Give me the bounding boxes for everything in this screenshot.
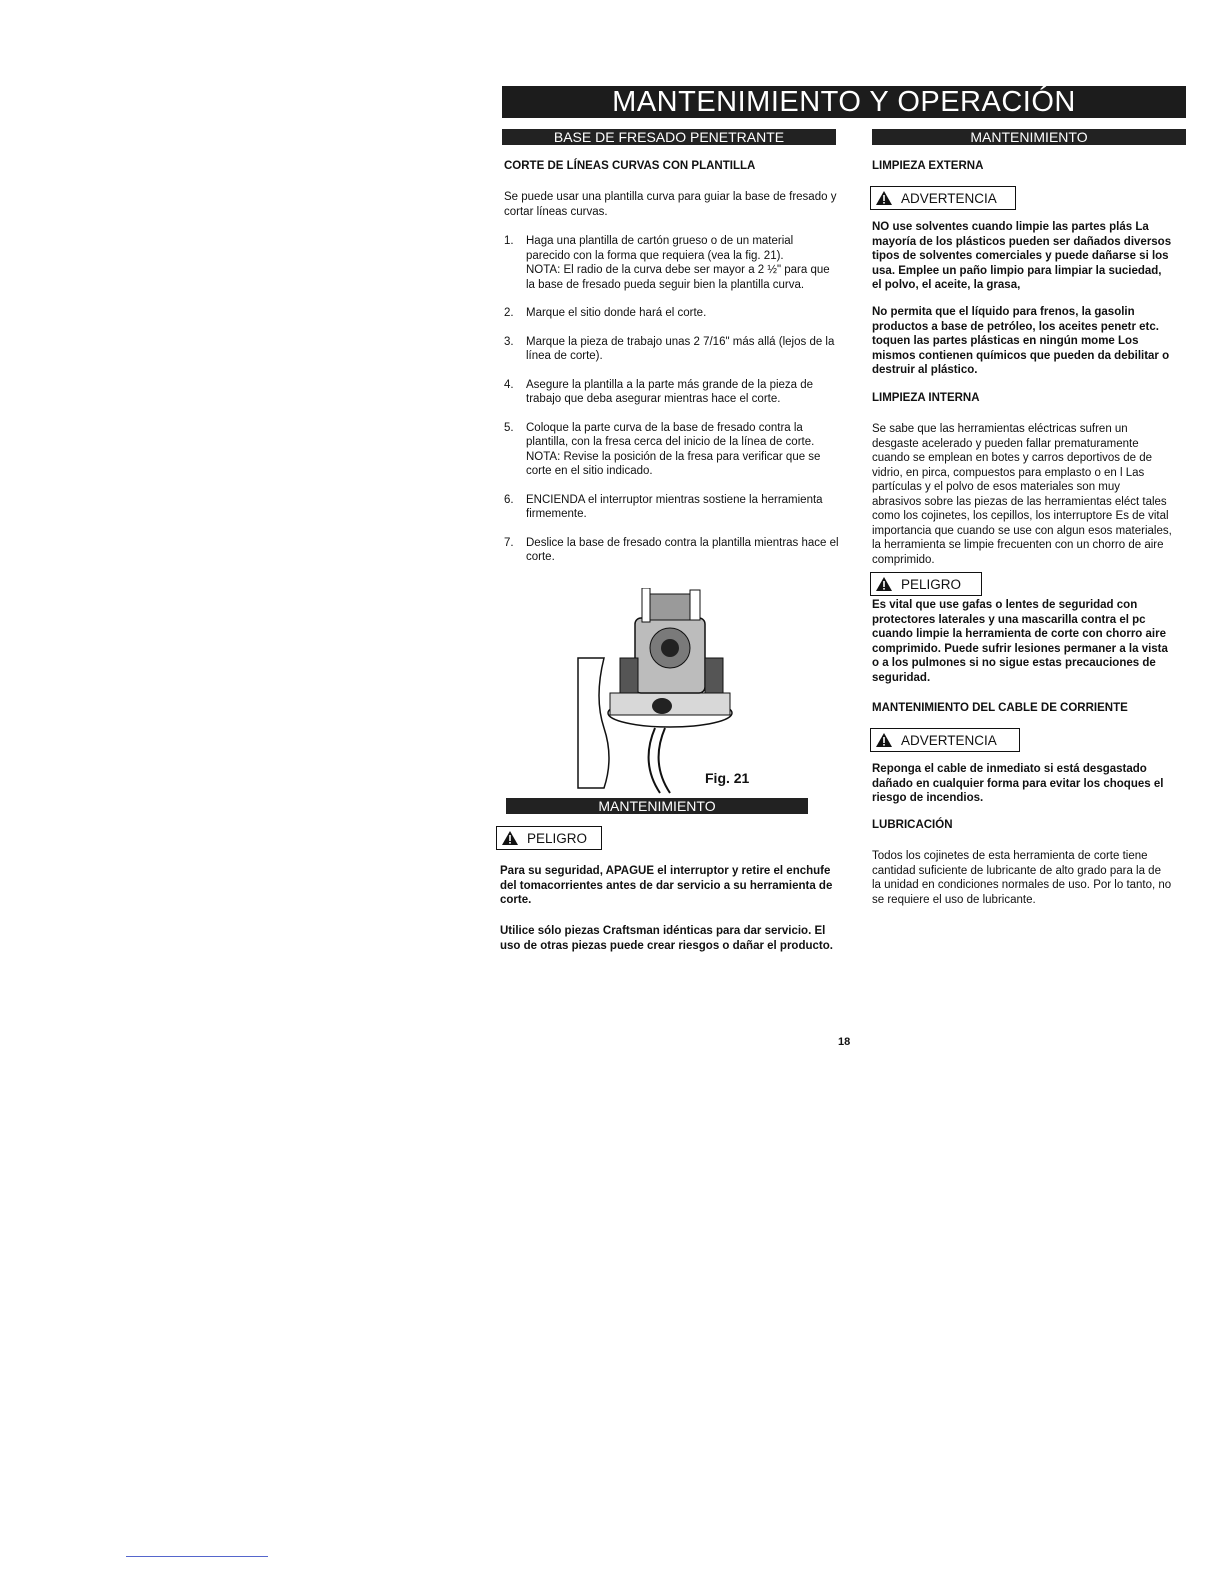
step-7 [504,536,839,565]
danger-paragraph-2: Utilice sólo piezas Craftsman idénticas para dar servicio. El uso de otras piezas puede crear riesgos o dañar el producto. [500,925,833,952]
step-text: Coloque la parte curva de la base de fresado contra la plantilla, con la fresa cerca del inicio de la línea de corte. [526,421,815,448]
step-2 [504,306,839,321]
footer-divider [126,1556,268,1557]
warning-triangle-icon [875,732,893,748]
warning-triangle-icon [875,576,893,592]
subheading-lubricacion: LUBRICACIÓN [872,819,953,831]
intro-paragraph: Se puede usar una plantilla curva para guiar la base de fresado y cortar líneas curvas. [504,191,837,218]
step-number: 4. [504,378,514,391]
limpieza-interna-paragraph: Se sabe que las herramientas eléctricas sufren un desgaste acelerado y pueden fallar prematuramente cuando se emplean en botes y carros deportivos de de vidrio, en pirca, compuestos para emplasto o en l Las partículas y el polvo de esos materiales son muy abrasivos sobre las piezas de las herramientas eléct tales como los cojinetes, los cepillos, los interruptore Es de vital importancia que cuando se use con algun esos materiales, la herramienta se limpie frecuenten con un chorro de aire comprimido. [872,423,1172,566]
section-banner-mantenimiento-left: MANTENIMIENTO [506,798,808,814]
subheading-corte-curvas: CORTE DE LÍNEAS CURVAS CON PLANTILLA [504,160,756,172]
subheading-limpieza-interna: LIMPIEZA INTERNA [872,392,980,404]
danger-paragraph-right: Es vital que use gafas o lentes de seguridad con protectores laterales y una mascarilla contra el pc cuando limpie la herramienta de corte con chorro aire comprimido. Puede sufrir lesiones permaner a la vista o a los pulmones si no sigue estas precauciones de seguridad. [872,599,1168,684]
steps-list [504,234,839,579]
warning-triangle-icon [875,190,893,206]
step-text: Haga una plantilla de cartón grueso o de un material parecido con la forma que requiera (vea la fig. 21). [526,235,794,262]
step-text: Marque el sitio donde hará el corte. [526,307,707,319]
page-number: 18 [838,1036,851,1048]
subheading-limpieza-externa: LIMPIEZA EXTERNA [872,160,984,172]
step-number: 5. [504,421,514,434]
subheading-cable-corriente: MANTENIMIENTO DEL CABLE DE CORRIENTE [872,702,1128,714]
warning-paragraph-1: NO use solventes cuando limpie las partes plás La mayoría de los plásticos pueden ser dañados diversos tipos de solventes comerciales y puede dañarse si los usa. Emplee un paño limpio para limpiar la suciedad, el polvo, el aceite, la grasa, [872,221,1172,291]
step-note: NOTA: Revise la posición de la fresa para verificar que se corte en el sitio indicado. [526,450,821,477]
step-4 [504,378,839,407]
step-5 [504,421,839,479]
danger-label-text: PELIGRO [901,576,962,592]
step-text: Asegure la plantilla a la parte más grande de la pieza de trabajo que deba asegurar mientras hace el corte. [526,378,814,405]
step-number: 2. [504,307,514,319]
section-banner-base-fresado: BASE DE FRESADO PENETRANTE [502,129,836,145]
step-6 [504,493,839,522]
warning-paragraph-2: No permita que el líquido para frenos, la gasolin productos a base de petróleo, los aceites penetr etc. toquen las partes plásticas en ningún mome Los mismos contienen químicos que pueden da debilitar o destruir al plástico. [872,306,1170,376]
step-number: 1. [504,235,514,247]
step-number: 6. [504,493,514,506]
step-text: Deslice la base de fresado contra la plantilla mientras hace el corte. [526,536,839,563]
step-note: NOTA: El radio de la curva debe ser mayor a 2 ½" para que la base de fresado pueda seguir bien la plantilla curva. [526,264,830,291]
step-text: Marque la pieza de trabajo unas 2 7/16" más allá (lejos de la línea de corte). [526,335,835,362]
page-title-banner: MANTENIMIENTO Y OPERACIÓN [502,86,1186,118]
section-banner-mantenimiento-right: MANTENIMIENTO [872,129,1186,145]
lubricacion-paragraph: Todos los cojinetes de esta herramienta de corte tiene cantidad suficiente de lubricante de alto grado para la de la unidad en condiciones normales de uso. Por lo tanto, no se requiere el uso de lubricante. [872,850,1172,906]
warning-label-box-2 [870,728,1020,752]
step-3 [504,335,839,364]
danger-label-box-right [870,572,982,596]
warning-label-text: ADVERTENCIA [901,190,997,206]
step-1 [504,234,839,292]
step-number: 7. [504,536,514,549]
warning-paragraph-cable: Reponga el cable de inmediato si está desgastado dañado en cualquier forma para evitar los choques el riesgo de incendios. [872,763,1164,804]
step-number: 3. [504,335,514,348]
danger-label-text: PELIGRO [527,830,588,846]
danger-label-box [496,826,602,850]
warning-label-text: ADVERTENCIA [901,732,997,748]
figure-label: Fig. 21 [705,770,750,786]
danger-paragraph-1: Para su seguridad, APAGUE el interruptor y retire el enchufe del tomacorrientes antes de dar servicio a su herramienta de corte. [500,865,833,906]
router-template-figure [570,588,770,798]
warning-triangle-icon [501,830,519,846]
step-text: ENCIENDA el interruptor mientras sostiene la herramienta firmemente. [526,493,823,520]
warning-label-box-1 [870,186,1016,210]
